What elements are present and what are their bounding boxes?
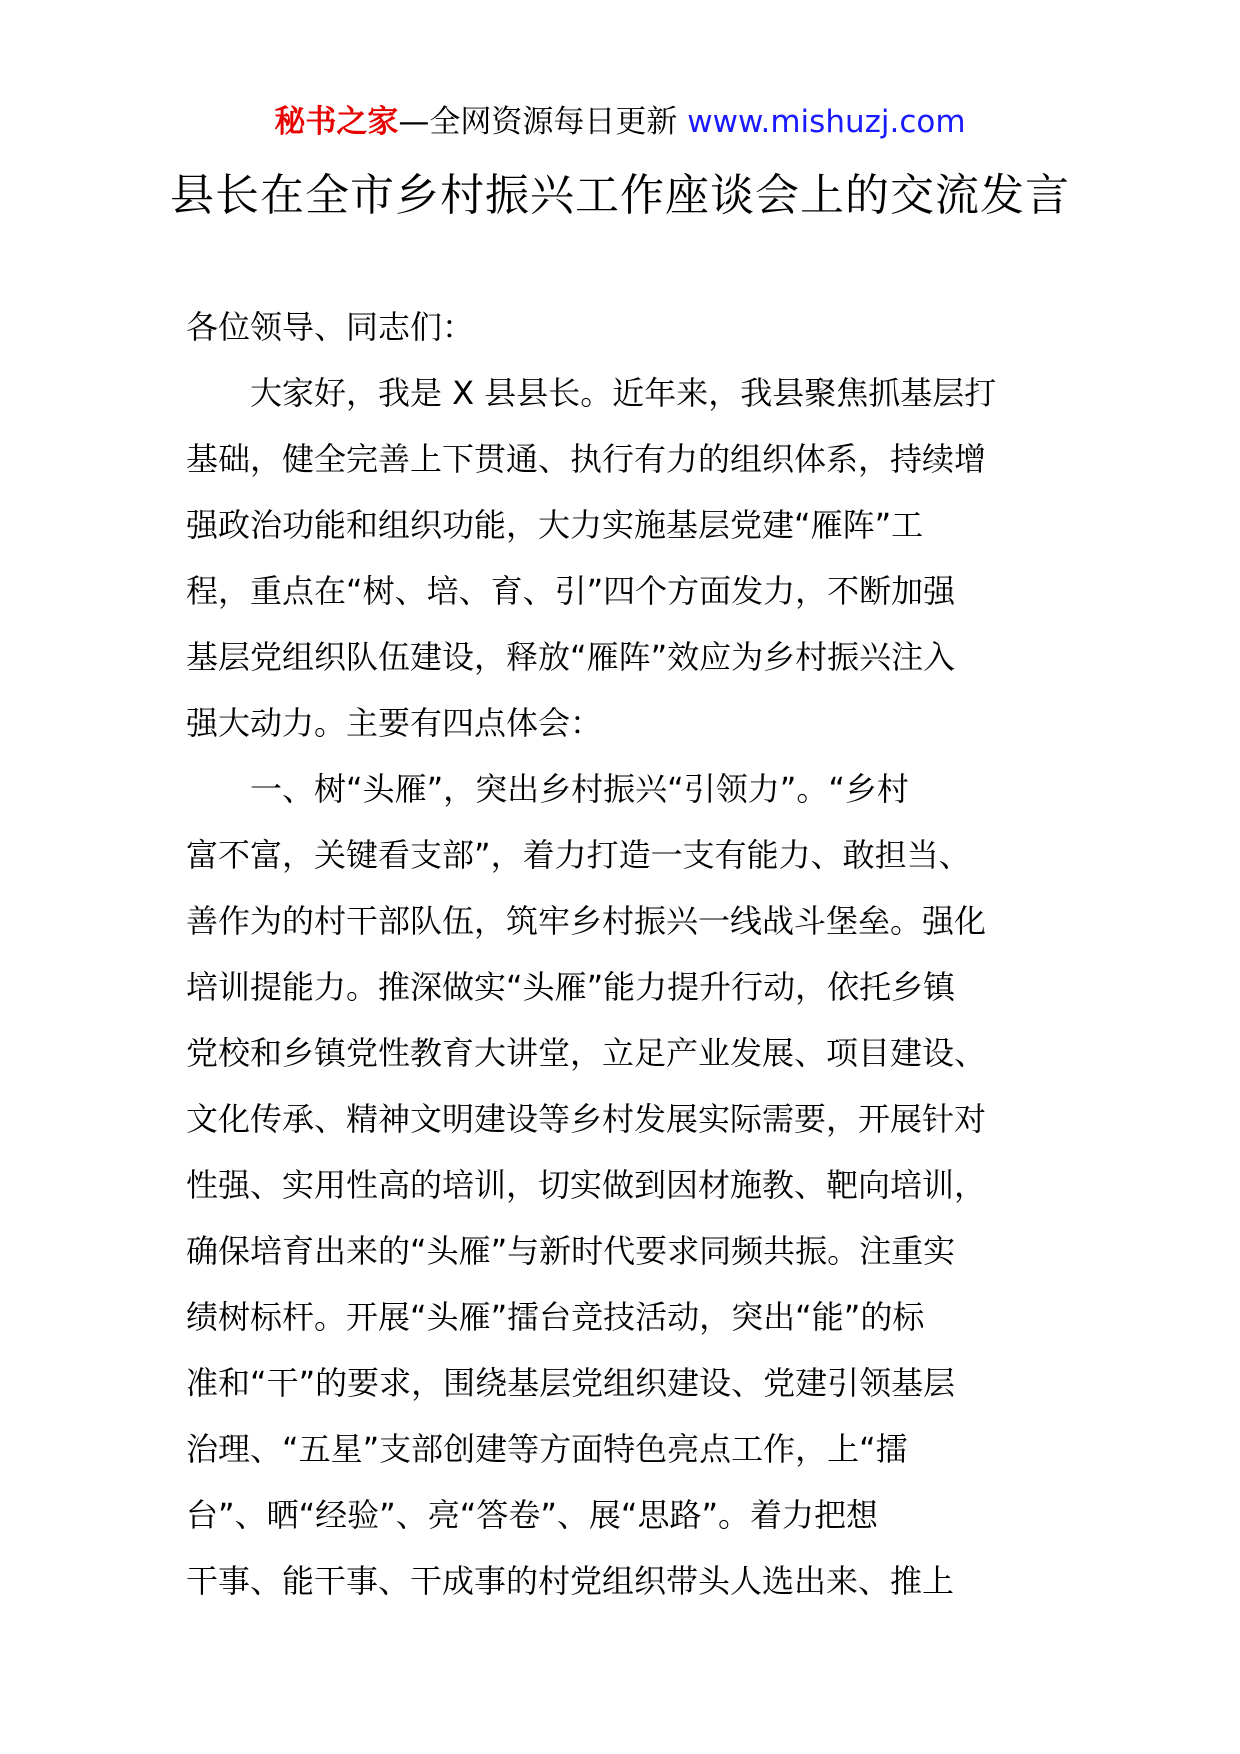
text-line: 治理、“五星”支部创建等方面特色亮点工作，上“擂 — [186, 1430, 908, 1468]
text-line: 程，重点在“树、培、育、引”四个方面发力，不断加强 — [186, 572, 956, 610]
text-line: 文化传承、精神文明建设等乡村发展实际需要，开展针对 — [186, 1100, 987, 1138]
text-line: 强大动力。主要有四点体会： — [186, 704, 603, 742]
text-line: 富不富，关键看支部”，着力打造一支有能力、敢担当、 — [186, 836, 971, 874]
text-line: 基础，健全完善上下贯通、执行有力的组织体系，持续增 — [186, 440, 987, 478]
text-line: 性强、实用性高的培训，切实做到因材施教、靶向培训， — [186, 1166, 987, 1204]
text-line: 台”、晒“经验”、亮“答卷”、展“思路”。着力把想 — [186, 1496, 879, 1534]
paragraph-intro — [186, 360, 1058, 756]
text-line: 干事、能干事、干成事的村党组织带头人选出来、推上 — [186, 1562, 955, 1600]
paragraph-section-one — [186, 756, 1058, 1614]
text-line: 准和“干”的要求，围绕基层党组织建设、党建引领基层 — [186, 1364, 956, 1402]
text-line: 绩树标杆。开展“头雁”擂台竞技活动，突出“能”的标 — [186, 1298, 925, 1336]
text-line: 强政治功能和组织功能，大力实施基层党建“雁阵”工 — [186, 506, 924, 544]
brand-name: 秘书之家 — [274, 104, 399, 140]
text-line: 确保培育出来的“头雁”与新时代要求同频共振。注重实 — [186, 1232, 956, 1270]
text-line: 党校和乡镇党性教育大讲堂，立足产业发展、项目建设、 — [186, 1034, 987, 1072]
salutation: 各位领导、同志们： — [186, 308, 475, 346]
header-tagline: —全网资源每日更新 — [398, 104, 688, 140]
document-body — [186, 294, 1058, 1614]
document-title: 县长在全市乡村振兴工作座谈会上的交流发言 — [170, 170, 1070, 221]
watermark-header — [0, 100, 1240, 144]
site-url-link[interactable]: www.mishuzj.com — [687, 104, 966, 140]
text-line: 培训提能力。推深做实“头雁”能力提升行动，依托乡镇 — [186, 968, 956, 1006]
text-line: 一、树“头雁”，突出乡村振兴“引领力”。“乡村 — [250, 770, 909, 808]
text-line: 基层党组织队伍建设，释放“雁阵”效应为乡村振兴注入 — [186, 638, 956, 676]
text-line: 善作为的村干部队伍，筑牢乡村振兴一线战斗堡垒。强化 — [186, 902, 987, 940]
text-line: 大家好，我是 X 县县长。近年来，我县聚焦抓基层打 — [250, 374, 997, 412]
